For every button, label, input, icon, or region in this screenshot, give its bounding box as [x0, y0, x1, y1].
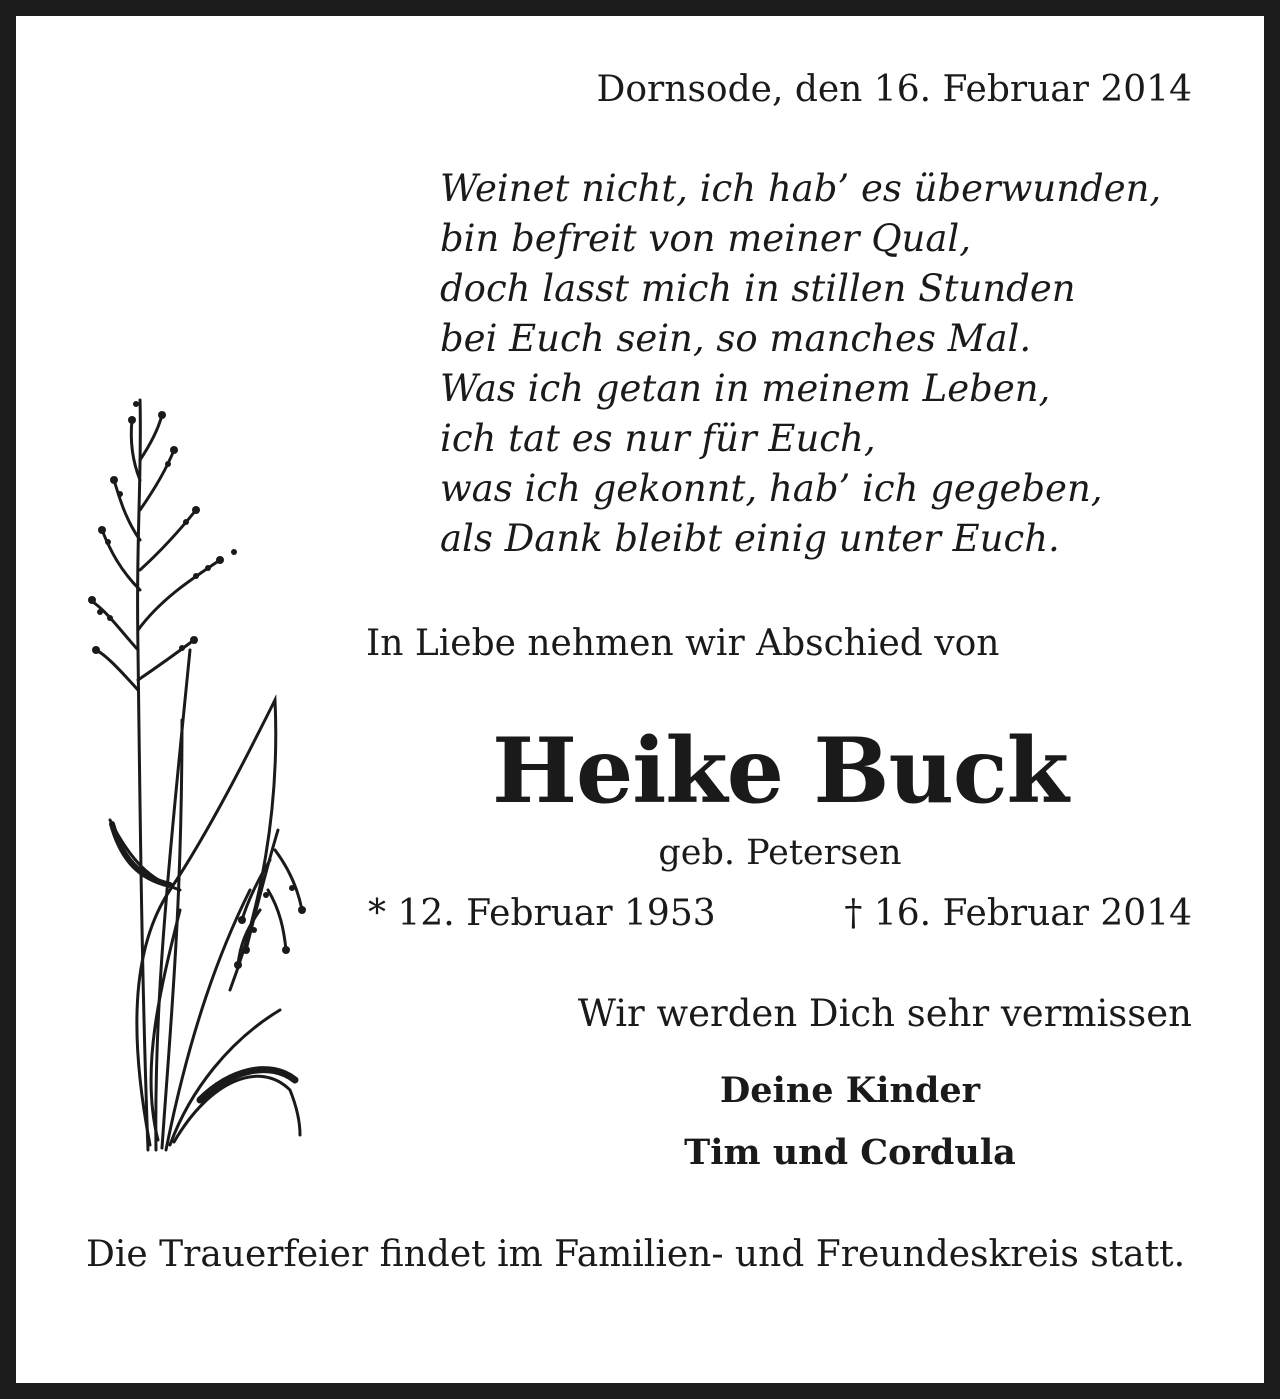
death-date: † 16. Februar 2014: [844, 893, 1192, 934]
funeral-note: Die Trauerfeier findet im Familien- und Freundeskreis statt.: [86, 1234, 1186, 1275]
poem-line: doch lasst mich in stillen Stunden: [440, 267, 1076, 310]
poem-line: bei Euch sein, so manches Mal.: [440, 317, 1032, 360]
poem-line: bin befreit von meiner Qual,: [440, 217, 972, 260]
poem-line: Weinet nicht, ich hab’ es überwunden,: [440, 167, 1162, 210]
dateline: Dornsode, den 16. Februar 2014: [596, 69, 1192, 110]
poem-line: als Dank bleibt einig unter Euch.: [440, 517, 1060, 560]
intro-text: In Liebe nehmen wir Abschied von: [366, 623, 1000, 664]
grass-sprig-illustration: [70, 390, 320, 1160]
maiden-name: geb. Petersen: [658, 833, 902, 873]
signer-line: Deine Kinder: [719, 1070, 981, 1111]
farewell-text: Wir werden Dich sehr vermissen: [577, 992, 1192, 1035]
poem-line: ich tat es nur für Euch,: [440, 417, 876, 460]
poem: [440, 164, 1220, 564]
deceased-name: Heike Buck: [491, 718, 1069, 824]
poem-line: Was ich getan in meinem Leben,: [440, 367, 1051, 410]
signer-line: Tim und Cordula: [684, 1132, 1016, 1173]
signers: [500, 1060, 1200, 1184]
birth-date: * 12. Februar 1953: [368, 893, 716, 934]
poem-line: was ich gekonnt, hab’ ich gegeben,: [440, 467, 1103, 510]
